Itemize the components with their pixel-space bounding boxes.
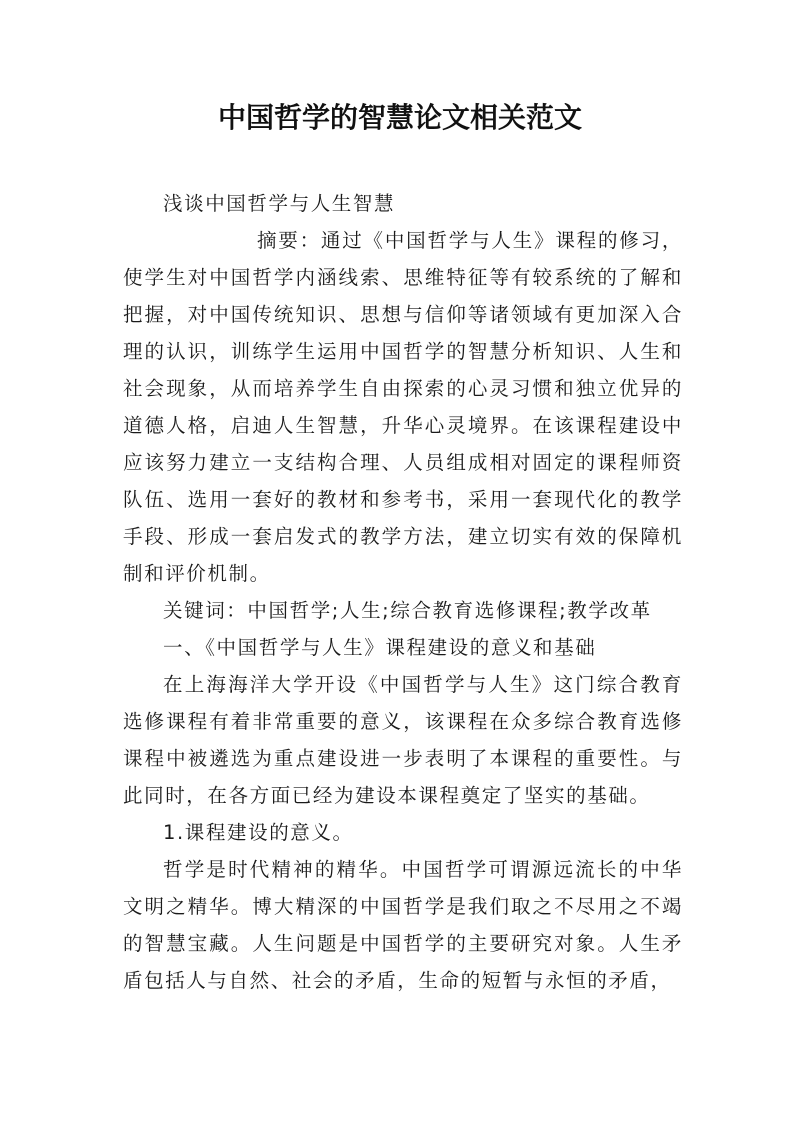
body-paragraph: 哲学是时代精神的精华。中国哲学可谓源远流长的中华文明之精华。博大精深的中国哲学是我们取之不尽用之不竭的智慧宝藏。人生问题是中国哲学的主要研究对象。人生矛盾包括人与自然、社会的矛盾，生命的短暂与永恒的矛盾， — [123, 858, 683, 992]
subsection-heading: 1.课程建设的意义。 — [163, 821, 354, 844]
keywords-paragraph: 关键词：中国哲学;人生;综合教育选修课程;教学改革 — [163, 599, 652, 622]
body-paragraph: 在上海海洋大学开设《中国哲学与人生》这门综合教育选修课程有着非常重要的意义，该课程在众多综合教育选修课程中被遴选为重点建设进一步表明了本课程的重要性。与此同时，在各方面已经为建设本课程奠定了坚实的基础。 — [123, 673, 683, 807]
abstract-paragraph: 摘要：通过《中国哲学与人生》课程的修习，使学生对中国哲学内涵线索、思维特征等有较系统的了解和把握，对中国传统知识、思想与信仰等诸领域有更加深入合理的认识，训练学生运用中国哲学的智慧分析知识、人生和社会现象，从而培养学生自由探索的心灵习惯和独立优异的道德人格，启迪人生智慧，升华心灵境界。在该课程建设中应该努力建立一支结构合理、人员组成相对固定的课程师资队伍、选用一套好的教材和参考书，采用一套现代化的教学手段、形成一套启发式的教学方法，建立切实有效的保障机制和评价机制。 — [123, 229, 683, 585]
document-title: 中国哲学的智慧论文相关范文 — [217, 101, 582, 134]
document-body — [123, 185, 683, 999]
subtitle-paragraph: 浅谈中国哲学与人生智慧 — [163, 192, 396, 215]
section-heading: 一、《中国哲学与人生》课程建设的意义和基础 — [163, 636, 597, 659]
